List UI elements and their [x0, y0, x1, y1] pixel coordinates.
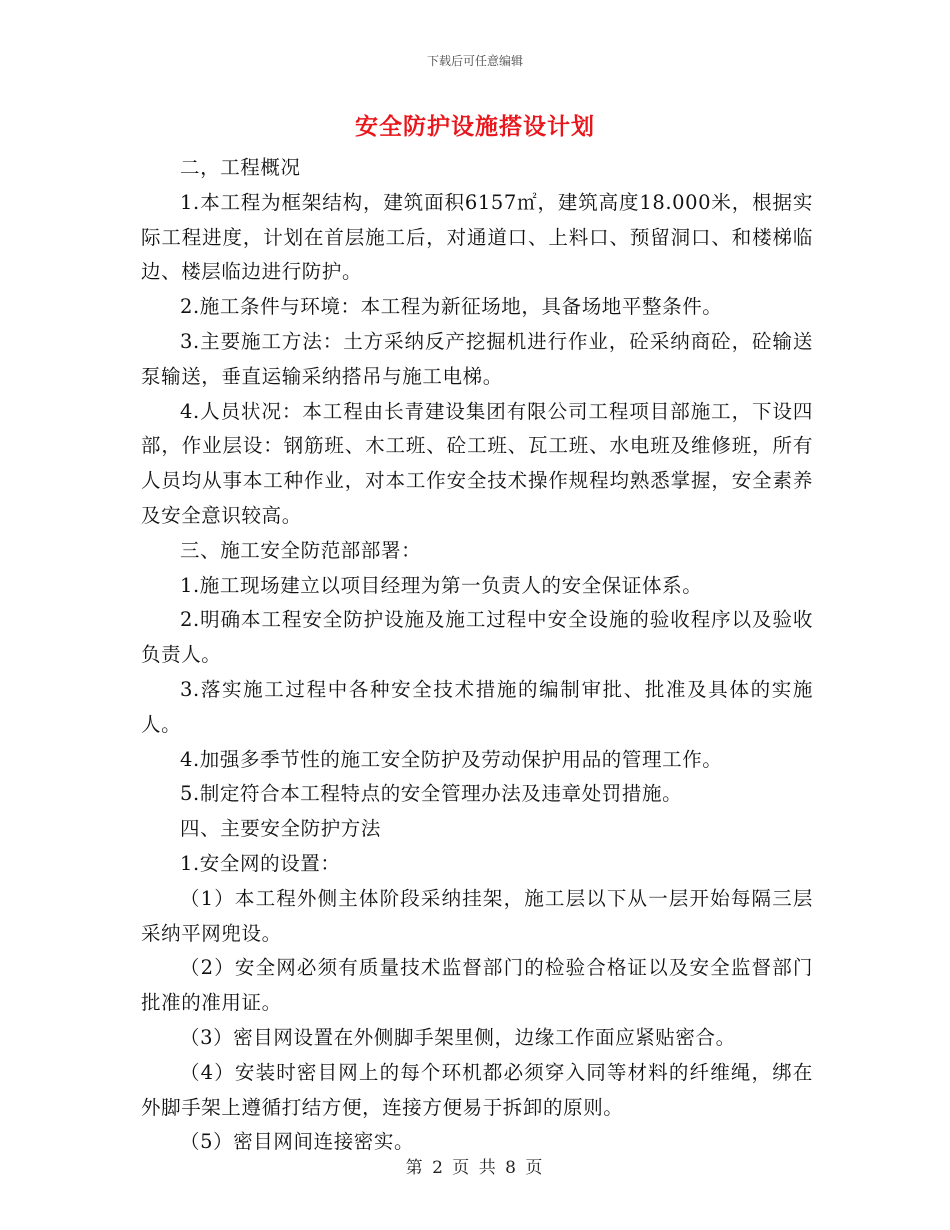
subheading-safety-net: 1.安全网的设置： [180, 851, 341, 875]
document-title: 安全防护设施搭设计划 [355, 114, 595, 140]
paragraph-project-structure: 1.本工程为框架结构，建筑面积6157㎡，建筑高度18.000米，根据实际工程进度，计划在首层施工后，对通道口、上料口、预留洞口、和楼梯临边、楼层临边进行防护。 [141, 190, 813, 284]
document-body [141, 151, 813, 1160]
list-item-net-5: （5）密目网间连接密实。 [180, 1130, 415, 1154]
page-number: 第 2 页 共 8 页 [405, 1158, 545, 1178]
paragraph-management-rules: 5.制定符合本工程特点的安全管理办法及违章处罚措施。 [180, 782, 683, 806]
list-item-net-3: （3）密目网设置在外侧脚手架里侧，边缘工作面应紧贴密合。 [180, 1025, 736, 1049]
paragraph-acceptance-procedure: 2.明确本工程安全防护设施及施工过程中安全设施的验收程序以及验收负责人。 [141, 608, 813, 667]
paragraph-personnel: 4.人员状况：本工程由长青建设集团有限公司工程项目部施工，下设四部，作业层设：钢筋班、木工班、砼工班、瓦工班、水电班及维修班，所有人员均从事本工种作业，对本工作安全技术操作规程均熟悉掌握，安全素养及安全意识较高。 [141, 399, 813, 527]
list-item-net-1: （1）本工程外侧主体阶段采纳挂架，施工层以下从一层开始每隔三层采纳平网兜设。 [141, 886, 813, 945]
paragraph-site-conditions: 2.施工条件与环境：本工程为新征场地，具备场地平整条件。 [180, 295, 723, 319]
paragraph-safety-system: 1.施工现场建立以项目经理为第一负责人的安全保证体系。 [180, 573, 703, 597]
paragraph-seasonal-protection: 4.加强多季节性的施工安全防护及劳动保护用品的管理工作。 [180, 747, 723, 771]
paragraph-technical-measures: 3.落实施工过程中各种安全技术措施的编制审批、批准及具体的实施人。 [141, 677, 813, 736]
section-heading-protection-methods: 四、主要安全防护方法 [180, 817, 382, 841]
list-item-net-4: （4）安装时密目网上的每个环机都必须穿入同等材料的纤维绳，绑在外脚手架上遵循打结方便，连接方便易于拆卸的原则。 [141, 1060, 813, 1119]
section-heading-deployment: 三、施工安全防范部部署： [180, 538, 422, 562]
section-heading-overview: 二，工程概况 [180, 156, 301, 179]
list-item-net-2: （2）安全网必须有质量技术监督部门的检验合格证以及安全监督部门批准的准用证。 [141, 956, 813, 1015]
page-header-note: 下载后可任意编辑 [426, 54, 523, 68]
paragraph-construction-methods: 3.主要施工方法：土方采纳反产挖掘机进行作业，砼采纳商砼，砼输送泵输送，垂直运输采纳搭吊与施工电梯。 [141, 329, 813, 388]
